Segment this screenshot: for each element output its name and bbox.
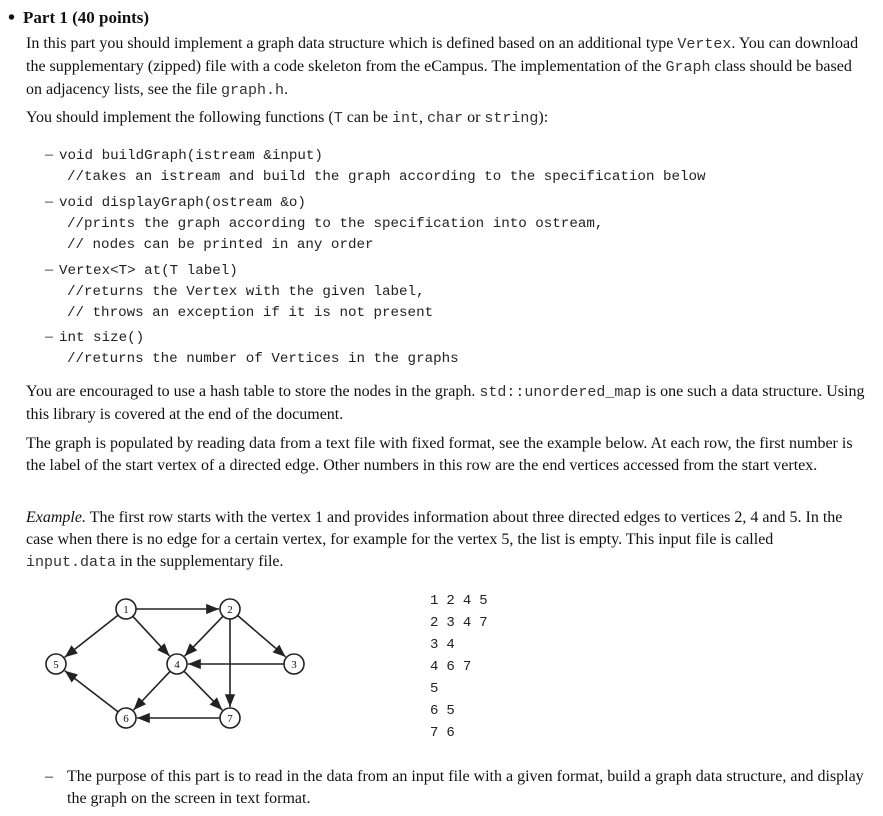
adjacency-end-vertex: 3	[446, 615, 455, 631]
adjacency-end-vertex: 4	[462, 615, 472, 631]
populate-paragraph: The graph is populated by reading data from a text file with fixed format, see the example below. At each row, the first number is the label of the start vertex of a directed edge. Other numbers in this row are the end vertices accessed from the start vertex.	[26, 435, 853, 474]
heading-bullet: •	[8, 7, 16, 29]
fi-text-2: can be	[342, 109, 393, 126]
function-comment: //takes an istream and build the graph according to the specification below	[67, 169, 706, 185]
heading-title: Part 1 (40 points)	[23, 8, 150, 27]
intro-text-1: In this part you should implement a graph data structure which is defined based on an additional type	[26, 35, 678, 52]
adjacency-row	[430, 722, 496, 744]
edge-1-5	[65, 615, 118, 657]
vertex-4	[167, 654, 187, 674]
edge-4-6	[134, 671, 171, 710]
adjacency-row	[430, 612, 496, 634]
adjacency-end-vertex: 7	[462, 659, 472, 675]
fi-text-5: ):	[538, 109, 549, 126]
adjacency-end-vertex: 5	[446, 703, 455, 719]
vertex-7	[220, 708, 240, 728]
adjacency-row	[430, 656, 496, 678]
function-signature: void buildGraph(istream &input)	[59, 148, 323, 164]
function-signature: int size()	[59, 330, 145, 346]
edge-2-3	[238, 616, 286, 657]
adjacency-start-vertex: 6	[430, 703, 439, 719]
adjacency-end-vertex: 5	[479, 593, 488, 609]
vertex-6	[116, 708, 136, 728]
fi-code-string: string	[484, 110, 539, 127]
function-signature: void displayGraph(ostream &o)	[59, 195, 306, 211]
adjacency-end-vertex: 4	[462, 593, 472, 609]
fi-code-char: char	[427, 110, 464, 127]
edge-2-4	[185, 616, 223, 656]
hash-text-2: is one such a data structure. Using this library is covered at the end of the document.	[26, 383, 865, 423]
intro-code-graph: Graph	[665, 59, 711, 76]
intro-code-vertex: Vertex	[677, 36, 732, 53]
vertex-label: 6	[123, 713, 129, 725]
vertex-3	[284, 654, 304, 674]
function-comment: //prints the graph according to the specification into ostream,	[67, 216, 604, 232]
adjacency-start-vertex: 2	[430, 615, 439, 631]
function-at: – Vertex<T> at(T label) //returns the Vertex with the given label, // throws an exception if it is not present	[45, 259, 433, 324]
edge-6-5	[65, 671, 118, 712]
function-display-graph: – void displayGraph(ostream &o) //prints the graph according to the specification into ostream, // nodes can be printed in any order	[45, 191, 603, 256]
function-comment: // nodes can be printed in any order	[67, 237, 374, 253]
adjacency-start-vertex: 3	[430, 637, 439, 653]
intro-text-2: . You can download the supplementary (zipped) file with a code skeleton from the eCampus. The implementation of the	[26, 35, 859, 75]
example-label: Example.	[26, 509, 86, 526]
example-text-2: in the supplementary file.	[116, 553, 284, 570]
purpose-text: The purpose of this part is to read in the data from an input file with a given format, build a graph data structure, and display the graph on the screen in text format.	[67, 768, 864, 807]
vertex-2	[220, 599, 240, 619]
vertex-5	[46, 654, 66, 674]
adjacency-end-vertex: 7	[479, 615, 488, 631]
fi-code-int: int	[392, 110, 420, 127]
adjacency-start-vertex: 1	[430, 593, 439, 609]
function-size: – int size() //returns the number of Vertices in the graphs	[45, 326, 459, 370]
vertex-label: 1	[123, 604, 129, 616]
vertex-label: 3	[291, 659, 297, 671]
adjacency-end-vertex: 6	[446, 725, 455, 741]
vertex-label: 2	[227, 604, 233, 616]
adjacency-row	[430, 590, 496, 612]
purpose-dash: –	[45, 768, 53, 785]
adjacency-list	[430, 590, 496, 744]
fi-text-1: You should implement the following functions (	[26, 109, 334, 126]
fi-text-3: ,	[419, 109, 428, 126]
adjacency-end-vertex: 2	[446, 593, 455, 609]
intro-code-graphh: graph.h	[221, 82, 285, 99]
function-signature: Vertex<T> at(T label)	[59, 263, 238, 279]
vertex-label: 4	[174, 659, 180, 671]
section-heading	[8, 6, 149, 29]
function-comment: // throws an exception if it is not present	[67, 305, 434, 321]
vertex-1	[116, 599, 136, 619]
fi-code-t: T	[333, 110, 343, 127]
adjacency-row	[430, 678, 496, 700]
edge-1-4	[133, 616, 170, 656]
vertex-label: 5	[53, 659, 59, 671]
edge-4-7	[184, 671, 222, 710]
purpose-item	[45, 766, 865, 810]
fi-text-4: or	[463, 109, 485, 126]
adjacency-start-vertex: 5	[430, 681, 439, 697]
adjacency-end-vertex: 6	[446, 659, 455, 675]
intro-paragraph	[26, 33, 866, 102]
adjacency-end-vertex: 4	[446, 637, 455, 653]
intro-text-3: class should be based on adjacency lists, see the file	[26, 58, 852, 98]
function-comment: //returns the number of Vertices in the graphs	[67, 351, 459, 367]
example-paragraph	[26, 507, 866, 574]
adjacency-row	[430, 634, 496, 656]
functions-intro	[26, 107, 866, 130]
hash-paragraph	[26, 381, 866, 426]
adjacency-start-vertex: 7	[430, 725, 439, 741]
function-comment: //returns the Vertex with the given label,	[67, 284, 425, 300]
example-code-input-data: input.data	[26, 554, 117, 571]
graph-diagram	[36, 592, 316, 742]
hash-text-1: You are encouraged to use a hash table to store the nodes in the graph.	[26, 383, 480, 400]
function-build-graph: – void buildGraph(istream &input) //takes an istream and build the graph according to the specification below	[45, 144, 706, 188]
intro-text-4: .	[284, 81, 289, 98]
hash-code-unordered-map: std::unordered_map	[479, 384, 642, 401]
example-text-1: The first row starts with the vertex 1 and provides information about three directed edges to vertices 2, 4 and 5. In the case when there is no edge for a certain vertex, for example for the vertex 5, the list is empty. This input file is called	[26, 509, 843, 548]
adjacency-row	[430, 700, 496, 722]
adjacency-start-vertex: 4	[430, 659, 439, 675]
vertex-label: 7	[227, 713, 233, 725]
